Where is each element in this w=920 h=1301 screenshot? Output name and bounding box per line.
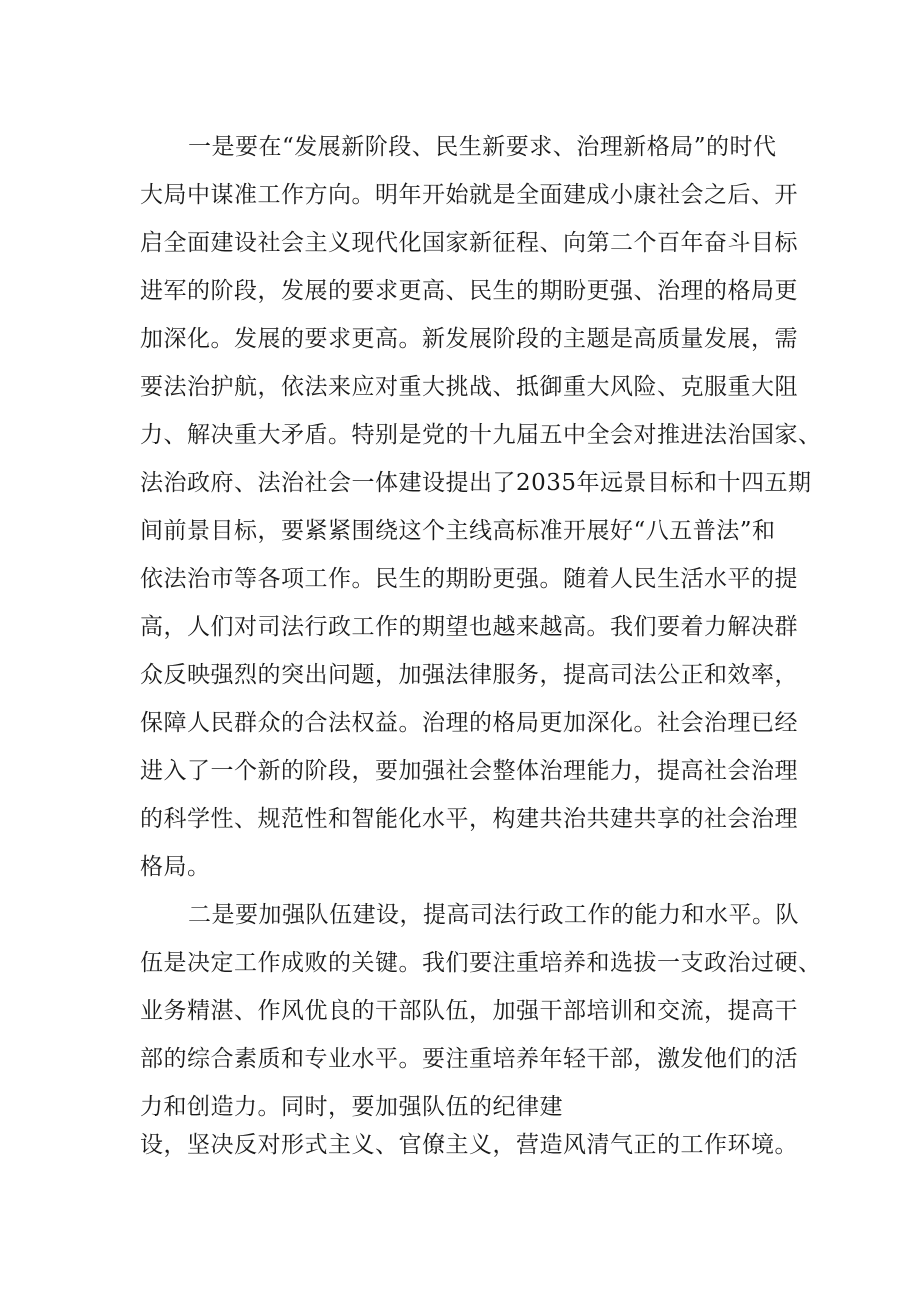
text-line: 法治政府、法治社会一体建设提出了2035年远景目标和十四五期 bbox=[140, 470, 812, 496]
text-line: 间前景目标，要紧紧围绕这个主线高标准开展好“八五普法”和 bbox=[140, 518, 776, 544]
text-line: 部的综合素质和专业水平。要注重培养年轻干部，激发他们的活 bbox=[140, 1046, 798, 1072]
text-line: 设，坚决反对形式主义、官僚主义，营造风清气正的工作环境。 bbox=[140, 1132, 798, 1158]
text-line: 进军的阶段，发展的要求更高、民生的期盼更强、治理的格局更 bbox=[140, 278, 798, 304]
text-line: 启全面建设社会主义现代化国家新征程、向第二个百年奋斗目标 bbox=[140, 230, 798, 256]
text-line: 一是要在“发展新阶段、民生新要求、治理新格局”的时代 bbox=[188, 134, 777, 160]
text-line: 二是要加强队伍建设，提高司法行政工作的能力和水平。队 bbox=[188, 902, 799, 928]
text-line: 要法治护航，依法来应对重大挑战、抵御重大风险、克服重大阻 bbox=[140, 374, 798, 400]
text-line: 保障人民群众的合法权益。治理的格局更加深化。社会治理已经 bbox=[140, 710, 798, 736]
text-line: 的科学性、规范性和智能化水平，构建共治共建共享的社会治理 bbox=[140, 806, 798, 832]
text-line: 伍是决定工作成败的关键。我们要注重培养和选拔一支政治过硬、 bbox=[140, 950, 822, 976]
text-line: 大局中谋准工作方向。明年开始就是全面建成小康社会之后、开 bbox=[140, 182, 798, 208]
text-line: 力和创造力。同时，要加强队伍的纪律建 bbox=[140, 1094, 563, 1120]
text-line: 进入了一个新的阶段，要加强社会整体治理能力，提高社会治理 bbox=[140, 758, 798, 784]
text-line: 业务精湛、作风优良的干部队伍，加强干部培训和交流，提高干 bbox=[140, 998, 798, 1024]
text-line: 依法治市等各项工作。民生的期盼更强。随着人民生活水平的提 bbox=[140, 566, 798, 592]
text-line: 力、解决重大矛盾。特别是党的十九届五中全会对推进法治国家、 bbox=[140, 422, 822, 448]
text-line: 高，人们对司法行政工作的期望也越来越高。我们要着力解决群 bbox=[140, 614, 798, 640]
text-line: 格局。 bbox=[140, 854, 211, 880]
text-line: 众反映强烈的突出问题，加强法律服务，提高司法公正和效率， bbox=[140, 662, 798, 688]
text-line: 加深化。发展的要求更高。新发展阶段的主题是高质量发展，需 bbox=[140, 326, 798, 352]
